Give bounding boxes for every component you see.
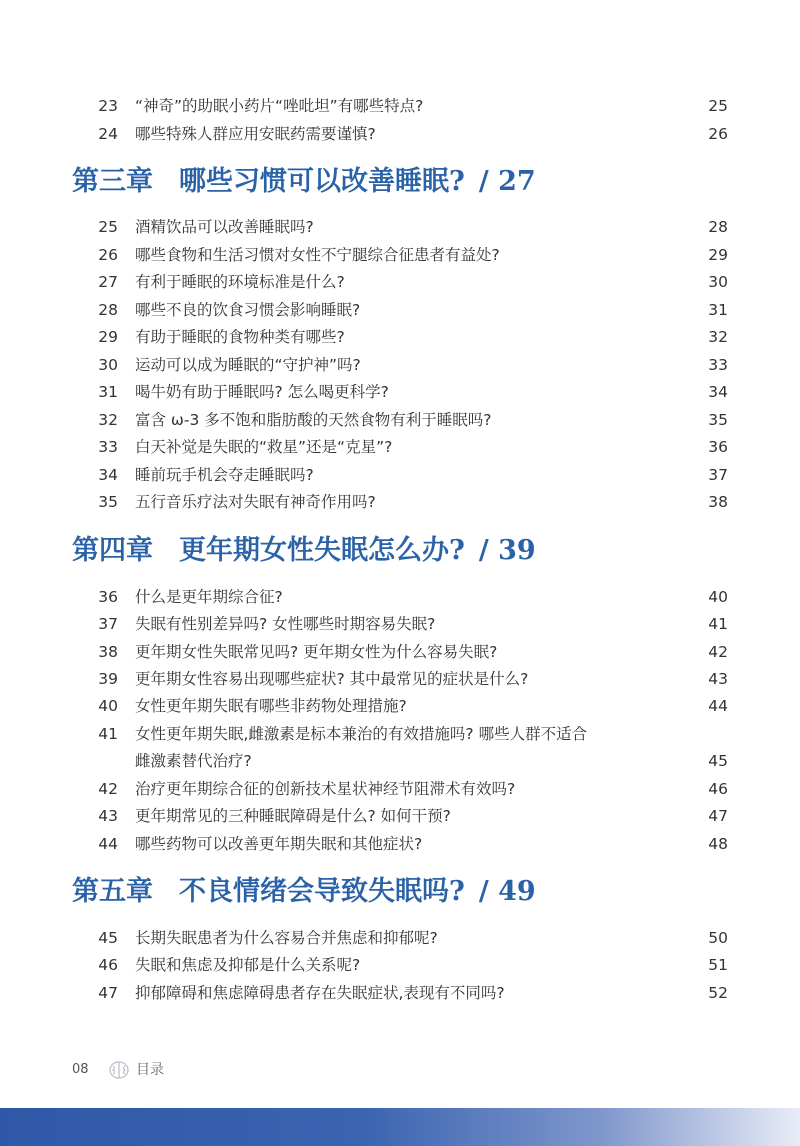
entry-number: 34: [98, 466, 118, 484]
entry-title: 什么是更年期综合征?: [135, 588, 283, 606]
entry-title: 失眠和焦虑及抑郁是什么关系呢?: [135, 956, 361, 974]
toc-entry[interactable]: [0, 952, 800, 979]
chapter-heading-5[interactable]: [72, 872, 536, 912]
chapter-page: / 49: [478, 876, 536, 907]
toc-entry[interactable]: [0, 297, 800, 324]
entry-number: 24: [98, 125, 118, 143]
entry-number: 23: [98, 97, 118, 115]
entry-number: 36: [98, 588, 118, 606]
entry-title: 更年期女性失眠常见吗? 更年期女性为什么容易失眠?: [135, 643, 498, 661]
entry-number: 42: [98, 780, 118, 798]
entry-title: 哪些特殊人群应用安眠药需要谨慎?: [135, 125, 376, 143]
entry-title: “神奇”的助眠小药片“唑吡坦”有哪些特点?: [135, 97, 424, 115]
entry-title: 更年期常见的三种睡眠障碍是什么? 如何干预?: [135, 807, 451, 825]
entry-page: 34: [708, 383, 728, 401]
entry-title: 富含 ω-3 多不饱和脂肪酸的天然食物有利于睡眠吗?: [135, 411, 492, 429]
toc-entry[interactable]: [0, 462, 800, 489]
entry-title: 失眠有性别差异吗? 女性哪些时期容易失眠?: [135, 615, 436, 633]
entry-title: 有助于睡眠的食物种类有哪些?: [135, 328, 345, 346]
entry-number: 41: [98, 725, 118, 743]
entry-page: 29: [708, 246, 728, 264]
entry-title: 白天补觉是失眠的“救星”还是“克星”?: [135, 438, 393, 456]
entry-number: 45: [98, 929, 118, 947]
entry-title: 喝牛奶有助于睡眠吗? 怎么喝更科学?: [135, 383, 389, 401]
entry-page: 38: [708, 493, 728, 511]
entry-number: 46: [98, 956, 118, 974]
entry-number: 27: [98, 273, 118, 291]
entry-page: 33: [708, 356, 728, 374]
toc-entry[interactable]: [0, 352, 800, 379]
entry-number: 47: [98, 984, 118, 1002]
entry-title: 运动可以成为睡眠的“守护神”吗?: [135, 356, 361, 374]
toc-entry[interactable]: [0, 93, 800, 120]
entry-number: 33: [98, 438, 118, 456]
entry-number: 28: [98, 301, 118, 319]
toc-entry[interactable]: [0, 269, 800, 296]
toc-entry[interactable]: [0, 407, 800, 434]
entry-page: 50: [708, 929, 728, 947]
entry-number: 44: [98, 835, 118, 853]
entry-title: 五行音乐疗法对失眠有神奇作用吗?: [135, 493, 376, 511]
entry-page: 42: [708, 643, 728, 661]
entry-page: 26: [708, 125, 728, 143]
entry-title: 女性更年期失眠有哪些非药物处理措施?: [135, 697, 407, 715]
entry-title: 哪些不良的饮食习惯会影响睡眠?: [135, 301, 361, 319]
toc-entry-continued[interactable]: [0, 748, 800, 775]
entry-page: 35: [708, 411, 728, 429]
entry-number: 25: [98, 218, 118, 236]
page-number: 08: [72, 1062, 89, 1077]
toc-entry[interactable]: [0, 980, 800, 1007]
entry-page: 36: [708, 438, 728, 456]
entry-page: 44: [708, 697, 728, 715]
toc-entry[interactable]: [0, 434, 800, 461]
entry-page: 31: [708, 301, 728, 319]
entry-page: 47: [708, 807, 728, 825]
entry-number: 26: [98, 246, 118, 264]
toc-entry[interactable]: [0, 242, 800, 269]
toc-entry[interactable]: [0, 324, 800, 351]
chapter-title: 更年期女性失眠怎么办?: [179, 535, 465, 566]
entry-title: 治疗更年期综合征的创新技术星状神经节阻滞术有效吗?: [135, 780, 516, 798]
entry-title: 更年期女性容易出现哪些症状? 其中最常见的症状是什么?: [135, 670, 529, 688]
entry-page: 45: [708, 752, 728, 770]
toc-entry[interactable]: [0, 666, 800, 693]
toc-entry[interactable]: [0, 379, 800, 406]
toc-entry[interactable]: [0, 721, 800, 748]
entry-number: 40: [98, 697, 118, 715]
entry-page: 41: [708, 615, 728, 633]
entry-title: 女性更年期失眠,雌激素是标本兼治的有效措施吗? 哪些人群不适合: [135, 725, 588, 743]
entry-number: 32: [98, 411, 118, 429]
toc-entry[interactable]: [0, 611, 800, 638]
entry-page: 48: [708, 835, 728, 853]
toc-entry[interactable]: [0, 489, 800, 516]
entry-page: 43: [708, 670, 728, 688]
toc-entry[interactable]: [0, 831, 800, 858]
toc-entry[interactable]: [0, 776, 800, 803]
entry-number: 29: [98, 328, 118, 346]
toc-entry[interactable]: [0, 121, 800, 148]
entry-title: 长期失眠患者为什么容易合并焦虑和抑郁呢?: [135, 929, 438, 947]
entry-number: 43: [98, 807, 118, 825]
entry-page: 28: [708, 218, 728, 236]
entry-number: 35: [98, 493, 118, 511]
entry-number: 37: [98, 615, 118, 633]
entry-page: 51: [708, 956, 728, 974]
chapter-page: / 27: [478, 166, 536, 197]
entry-title: 睡前玩手机会夺走睡眠吗?: [135, 466, 314, 484]
entry-number: 31: [98, 383, 118, 401]
entry-number: 39: [98, 670, 118, 688]
entry-page: 32: [708, 328, 728, 346]
chapter-heading-4[interactable]: [72, 531, 536, 571]
toc-entry[interactable]: [0, 584, 800, 611]
chapter-label: 第五章: [72, 876, 153, 907]
entry-page: 40: [708, 588, 728, 606]
entry-title: 哪些食物和生活习惯对女性不宁腿综合征患者有益处?: [135, 246, 500, 264]
entry-page: 46: [708, 780, 728, 798]
decorative-gradient-bar: [0, 1108, 800, 1146]
entry-title: 酒精饮品可以改善睡眠吗?: [135, 218, 314, 236]
chapter-label: 第四章: [72, 535, 153, 566]
chapter-heading-3[interactable]: [72, 162, 536, 202]
toc-entry[interactable]: [0, 803, 800, 830]
section-label: 目录: [136, 1062, 164, 1078]
toc-entry[interactable]: [0, 639, 800, 666]
entry-page: 52: [708, 984, 728, 1002]
entry-page: 30: [708, 273, 728, 291]
entry-number: 38: [98, 643, 118, 661]
toc-entry[interactable]: [0, 214, 800, 241]
toc-entry[interactable]: [0, 925, 800, 952]
entry-title: 雌激素替代治疗?: [135, 752, 252, 770]
entry-number: 30: [98, 356, 118, 374]
chapter-title: 哪些习惯可以改善睡眠?: [179, 166, 465, 197]
toc-entry[interactable]: [0, 693, 800, 720]
chapter-title: 不良情绪会导致失眠吗?: [179, 876, 465, 907]
entry-page: 37: [708, 466, 728, 484]
brain-logo-icon: [108, 1059, 130, 1081]
entry-title: 哪些药物可以改善更年期失眠和其他症状?: [135, 835, 423, 853]
chapter-page: / 39: [478, 535, 536, 566]
entry-title: 有利于睡眠的环境标准是什么?: [135, 273, 345, 291]
entry-page: 25: [708, 97, 728, 115]
chapter-label: 第三章: [72, 166, 153, 197]
entry-title: 抑郁障碍和焦虑障碍患者存在失眠症状,表现有不同吗?: [135, 984, 505, 1002]
